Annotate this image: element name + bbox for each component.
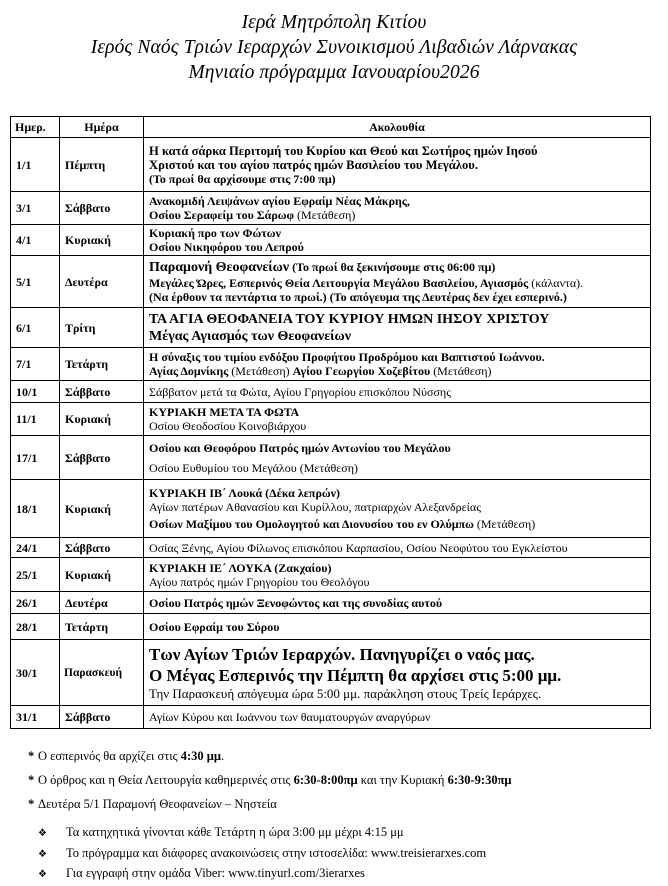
row-service [144, 225, 651, 256]
schedule-table [10, 116, 651, 729]
table-row [11, 558, 651, 592]
diamond-bullet-icon: ❖ [38, 828, 47, 839]
col-header-date: Ημερ. [11, 117, 60, 138]
service-text-bold: Οσίου Σεραφείμ του Σάρωφ [149, 208, 295, 222]
row-date: 10/1 [11, 381, 60, 403]
row-day: Παρασκευή [60, 640, 144, 706]
service-line [149, 208, 645, 222]
row-date: 11/1 [11, 403, 60, 436]
service-text-note: (Μετάθεση) [430, 364, 492, 378]
service-line [149, 276, 645, 290]
service-line: Σάββατον μετά τα Φώτα, Αγίου Γρηγορίου επισκόπου Νύσσης [149, 384, 451, 399]
row-day: Κυριακή [60, 480, 144, 538]
service-line: ΤΑ ΑΓΙΑ ΘΕΟΦΑΝΕΙΑ ΤΟΥ ΚΥΡΙΟΥ ΗΜΩΝ ΙΗΣΟΥ ΧΡΙΣΤΟΥ [149, 311, 550, 327]
service-line: Οσίου Πατρός ημών Ξενοφώντος και της συνοδίας αυτού [149, 595, 443, 610]
service-line: Η κατά σάρκα Περιτομή του Κυρίου και Θεού και Σωτήρος ημών Ιησού [149, 143, 538, 158]
table-row [11, 480, 651, 538]
service-line: Οσίας Ξένης, Αγίου Φίλωνος επισκόπου Καρπασίου, Οσίου Νεοφύτου του Εγκλείστου [149, 540, 568, 555]
service-line: ΚΥΡΙΑΚΗ ΙΕ΄ ΛΟΥΚΑ (Ζακχαίου) [149, 560, 332, 575]
row-day: Σάββατο [60, 706, 144, 729]
table-row [11, 138, 651, 192]
service-line: Οσίου Θεοδοσίου Κοινοβιάρχου [149, 419, 307, 433]
row-date: 1/1 [11, 138, 60, 192]
service-line [149, 517, 645, 531]
row-service [144, 381, 651, 403]
asterisk-icon: * [28, 773, 35, 787]
announcement-text: Τα κατηχητικά γίνονται κάθε Τετάρτη η ώρα 3:00 μμ μέχρι 4:15 μμ [66, 825, 404, 839]
table-row [11, 225, 651, 256]
table-row [11, 538, 651, 558]
row-day: Τετάρτη [60, 348, 144, 381]
page-header [0, 10, 668, 85]
table-row [11, 256, 651, 308]
row-date: 17/1 [11, 436, 60, 480]
service-text-note: (κάλαντα). [528, 276, 584, 290]
row-service [144, 436, 651, 480]
note-fasting [28, 792, 512, 816]
row-service [144, 558, 651, 592]
announcement-text: Το πρόγραμμα και διάφορες ανακοινώσεις στην ιστοσελίδα: www.treisierarxes.com [66, 845, 487, 860]
row-date: 18/1 [11, 480, 60, 538]
asterisk-icon: * [28, 797, 35, 811]
header-program-title: Μηνιαίο πρόγραμμα Ιανουαρίου2026 [188, 62, 480, 83]
row-service [144, 640, 651, 706]
diamond-bullet-icon: ❖ [38, 869, 47, 880]
row-service [144, 706, 651, 729]
service-line: Των Αγίων Τριών Ιεραρχών. Πανηγυρίζει ο ναός μας. [149, 644, 535, 664]
row-service [144, 256, 651, 308]
table-row [11, 192, 651, 225]
service-line: Αγίων Κύρου και Ιωάννου των θαυματουργών αναργύρων [149, 710, 431, 724]
diamond-bullet-icon: ❖ [38, 848, 47, 860]
service-line: Αγίου πατρός ημών Γρηγορίου του Θεολόγου [149, 574, 370, 589]
row-date: 5/1 [11, 256, 60, 308]
service-text-note: (Μετάθεση) [473, 517, 536, 531]
service-line: (Να έρθουν τα πεντάρτια το πρωί.) (Το απόγευμα της Δευτέρας δεν έχει εσπερινό.) [149, 290, 567, 304]
service-line: Την Παρασκευή απόγευμα ώρα 5:00 μμ. παράκληση στους Τρείς Ιεράρχες. [149, 685, 542, 701]
row-day: Σάββατο [60, 436, 144, 480]
table-row [11, 308, 651, 348]
service-text-note: (Το πρωί θα ξεκινήσουμε στις 06:00 πμ) [289, 260, 496, 274]
table-row [11, 614, 651, 640]
service-line: Μέγας Αγιασμός των Θεοφανείων [149, 328, 352, 344]
note-time: 6:30-8:00πμ [293, 773, 358, 787]
table-row [11, 706, 651, 729]
announcement-text: Για εγγραφή στην ομάδα Viber: www.tinyurl.com/3ierarxes [66, 866, 365, 880]
row-service [144, 192, 651, 225]
list-item [38, 844, 486, 865]
service-line: Οσίου και Θεοφόρου Πατρός ημών Αντωνίου του Μεγάλου [149, 440, 451, 455]
row-date: 26/1 [11, 592, 60, 614]
row-service [144, 348, 651, 381]
header-church: Ιερός Ναός Τριών Ιεραρχών Συνοικισμού Λιβαδιών Λάρνακας [90, 37, 578, 58]
row-date: 30/1 [11, 640, 60, 706]
row-service [144, 308, 651, 348]
table-row [11, 592, 651, 614]
row-service [144, 538, 651, 558]
row-day: Κυριακή [60, 225, 144, 256]
service-line: Χριστού και του αγίου πατρός ημών Βασιλείου του Μεγάλου. [149, 157, 478, 172]
service-line: Ανακομιδή Λειψάνων αγίου Εφραίμ Νέας Μάκρης, [149, 194, 410, 208]
notes-section [28, 744, 512, 816]
header-metropolis: Ιερά Μητρόπολη Κιτίου [241, 12, 427, 33]
service-text-note: (Μετάθεση) [294, 208, 356, 222]
col-header-day: Ημέρα [60, 117, 144, 138]
row-day: Σάββατο [60, 192, 144, 225]
service-line: ΚΥΡΙΑΚΗ ΜΕΤΑ ΤΑ ΦΩΤΑ [149, 405, 300, 419]
note-vespers-time: * Ο εσπερινός θα αρχίζει στις 4:30 μμ. [28, 744, 512, 768]
row-day: Κυριακή [60, 403, 144, 436]
asterisk-icon: * [28, 749, 35, 763]
row-date: 6/1 [11, 308, 60, 348]
row-day: Τρίτη [60, 308, 144, 348]
service-line: Ο Μέγας Εσπερινός την Πέμπτη θα αρχίσει στις 5:00 μμ. [149, 665, 562, 685]
service-line: Η σύναξις του τιμίου ενδόξου Προφήτου Προδρόμου και Βαπτιστού Ιωάννου. [149, 350, 545, 364]
service-text-bold: Παραμονή Θεοφανείων [149, 260, 290, 275]
service-text-bold: Μεγάλες Ώρες, Εσπερινός Θεία Λειτουργία Μεγάλου Βασιλείου, Αγιασμός [149, 276, 529, 290]
note-text: Ο εσπερινός θα αρχίζει στις [38, 749, 181, 763]
row-service [144, 614, 651, 640]
table-row [11, 436, 651, 480]
row-day: Τετάρτη [60, 614, 144, 640]
service-line: Αγίων πατέρων Αθανασίου και Κυρίλλου, πατριαρχών Αλεξανδρείας [149, 500, 481, 514]
note-text: Δευτέρα 5/1 Παραμονή Θεοφανείων – Νηστεία [38, 797, 277, 811]
list-item [38, 864, 486, 885]
row-date: 7/1 [11, 348, 60, 381]
row-date: 3/1 [11, 192, 60, 225]
row-service [144, 138, 651, 192]
row-day: Δευτέρα [60, 592, 144, 614]
row-day: Πέμπτη [60, 138, 144, 192]
service-line: Οσίου Εφραίμ του Σύρου [149, 619, 280, 634]
list-item [38, 823, 486, 844]
table-row [11, 381, 651, 403]
service-text-bold: Οσίων Μαξίμου του Ομολογητού και Διονυσίου του εν Ολύμπω [149, 517, 474, 531]
table-row [11, 403, 651, 436]
service-line: Οσίου Ευθυμίου του Μεγάλου (Μετάθεση) [149, 460, 359, 475]
table-row [11, 348, 651, 381]
service-line: Οσίου Νικηφόρου του Λεπρού [149, 240, 304, 254]
service-line: ΚΥΡΙΑΚΗ ΙΒ΄ Λουκά (Δέκα λεπρών) [149, 486, 340, 500]
row-date: 28/1 [11, 614, 60, 640]
service-line: Κυριακή προ των Φώτων [149, 226, 281, 240]
row-date: 4/1 [11, 225, 60, 256]
service-line [149, 364, 645, 378]
table-header-row [11, 117, 651, 138]
row-service [144, 403, 651, 436]
row-day: Σάββατο [60, 538, 144, 558]
row-day: Σάββατο [60, 381, 144, 403]
row-date: 25/1 [11, 558, 60, 592]
row-date: 31/1 [11, 706, 60, 729]
note-time: 6:30-9:30πμ [447, 773, 512, 787]
note-time: 4:30 μμ [180, 749, 221, 763]
table-row [11, 640, 651, 706]
row-date: 24/1 [11, 538, 60, 558]
service-line [149, 259, 645, 276]
service-text-bold: Αγίου Γεωργίου Χοζεβίτου [292, 364, 431, 378]
note-text: και την Κυριακή [357, 773, 448, 787]
service-text-note: (Μετάθεση) [228, 364, 293, 378]
service-line: (Το πρωί θα αρχίσουμε στις 7:00 πμ) [149, 171, 336, 186]
announcements-list [38, 823, 486, 885]
row-service [144, 480, 651, 538]
note-liturgy-times [28, 768, 512, 792]
note-text: Ο όρθρος και η Θεία Λειτουργία καθημερινές στις [38, 773, 294, 787]
row-day: Κυριακή [60, 558, 144, 592]
service-text-bold: Αγίας Δομνίκης [149, 364, 229, 378]
col-header-service: Ακολουθία [144, 117, 651, 138]
row-day: Δευτέρα [60, 256, 144, 308]
row-service [144, 592, 651, 614]
